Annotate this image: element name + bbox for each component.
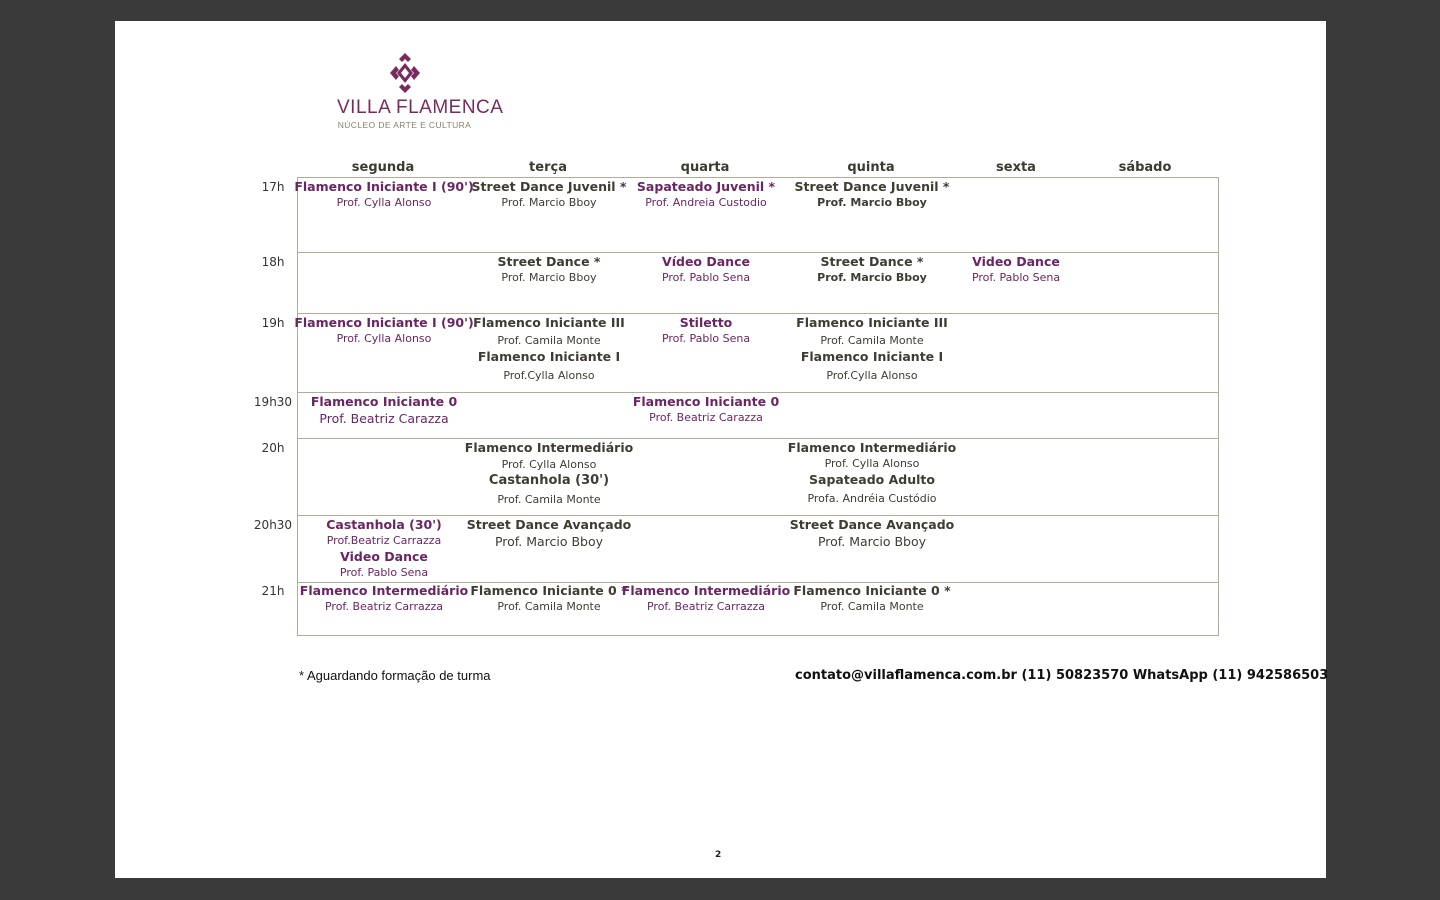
teacher-name: Prof. Cylla Alonso [501, 458, 597, 471]
class-slot [637, 179, 775, 211]
page-number: 2 [715, 850, 722, 860]
teacher-name: Prof. Cylla Alonso [336, 332, 432, 345]
logo [337, 51, 504, 141]
teacher-name: Prof. Camila Monte [820, 600, 924, 613]
class-slot [817, 254, 927, 286]
teacher-name: Prof. Marcio Bboy [817, 534, 927, 549]
class-name: Street Dance Juvenil * [794, 179, 950, 194]
time-19h: 19h [261, 316, 285, 330]
teacher-name: Prof. Marcio Bboy [817, 196, 927, 209]
class-slot [972, 254, 1060, 286]
teacher-name: Prof. Camila Monte [497, 493, 601, 506]
row-divider [298, 252, 1218, 253]
class-slot [633, 394, 779, 426]
class-name: Street Dance * [820, 254, 924, 269]
teacher-name: Prof. Marcio Bboy [501, 196, 597, 209]
class-slot [465, 440, 633, 508]
class-name: Flamenco Iniciante I (90') [294, 315, 474, 330]
day-segunda: segunda [351, 160, 415, 175]
footnote: * Aguardando formação de turma [299, 668, 491, 683]
time-18h: 18h [261, 255, 285, 269]
teacher-name: Prof. Andreia Custodio [645, 196, 767, 209]
class-slot [662, 315, 750, 347]
teacher-name: Prof. Pablo Sena [661, 271, 751, 284]
class-name: Street Dance Avançado [466, 517, 632, 532]
teacher-name: Prof. Beatriz Carrazza [646, 600, 766, 613]
class-name: Flamenco Iniciante I (90') [294, 179, 474, 194]
class-name: Flamenco Intermediário [464, 440, 634, 455]
class-name: Video Dance [972, 254, 1060, 269]
class-slot [662, 254, 750, 286]
class-slot [473, 315, 625, 384]
teacher-name: Prof. Marcio Bboy [817, 271, 927, 284]
teacher-name: Prof. Cylla Alonso [336, 196, 432, 209]
class-name: Flamenco Iniciante 0 [310, 394, 458, 409]
document-page [115, 21, 1329, 878]
class-slot [788, 440, 956, 507]
teacher-name: Profa. Andréia Custódio [807, 492, 937, 505]
brand-name: VILLA FLAMENCA [337, 97, 504, 118]
time-21h: 21h [261, 584, 285, 598]
day-quarta: quarta [680, 160, 730, 175]
class-name: Street Dance Juvenil * [471, 179, 627, 194]
teacher-name: Prof. Beatriz Carrazza [324, 600, 444, 613]
teacher-name: Prof. Camila Monte [497, 334, 601, 347]
class-name: Sapateado Adulto [809, 472, 935, 487]
class-slot [326, 517, 442, 581]
row-divider [298, 313, 1218, 314]
row-divider [298, 438, 1218, 439]
class-name: Flamenco Iniciante 0 [632, 394, 780, 409]
teacher-name: Prof. Marcio Bboy [494, 534, 604, 549]
class-slot [467, 517, 631, 550]
class-slot [622, 583, 790, 615]
teacher-name: Prof. Camila Monte [497, 600, 601, 613]
class-name: Flamenco Iniciante I [477, 349, 621, 364]
class-name: Street Dance * [497, 254, 601, 269]
class-slot [795, 179, 950, 211]
class-name: Flamenco Iniciante 0 * [793, 583, 951, 598]
class-name: Video Dance [340, 549, 428, 564]
teacher-name: Prof. Cylla Alonso [824, 457, 920, 470]
teacher-name: Prof. Marcio Bboy [501, 271, 597, 284]
class-slot [790, 517, 954, 550]
class-slot [294, 179, 473, 211]
day-quinta: quinta [847, 160, 895, 175]
class-name: Flamenco Iniciante III [796, 315, 948, 330]
contact-info: contato@villaflamenca.com.br (11) 50823570 WhatsApp (11) 942586503 [795, 668, 1329, 683]
class-slot [793, 583, 950, 615]
day-sabado: sábado [1118, 160, 1172, 175]
class-slot [311, 394, 457, 427]
schedule-table [294, 177, 1219, 636]
teacher-name: Prof.Beatriz Carrazza [326, 534, 442, 547]
class-name: Castanhola (30') [326, 517, 442, 532]
teacher-name: Prof. Beatriz Carazza [649, 411, 763, 424]
brand-tagline: NÚCLEO DE ARTE E CULTURA [337, 120, 472, 130]
teacher-name: Prof. Camila Monte [820, 334, 924, 347]
class-name: Castanhola (30') [488, 473, 610, 488]
class-slot [300, 583, 468, 615]
flamenco-emblem-icon [387, 51, 423, 95]
time-17h: 17h [261, 180, 285, 194]
day-sexta: sexta [996, 160, 1036, 175]
teacher-name: Prof.Cylla Alonso [826, 369, 918, 382]
class-slot [294, 315, 473, 347]
time-19h30: 19h30 [253, 395, 293, 409]
class-name: Flamenco Intermediário [299, 583, 469, 598]
class-name: Flamenco Iniciante 0 * [470, 583, 628, 598]
time-20h: 20h [261, 441, 285, 455]
class-name: Stiletto [679, 315, 733, 330]
class-name: Sapateado Juvenil * [636, 179, 776, 194]
class-slot [472, 179, 627, 211]
class-name: Flamenco Intermediário [621, 583, 791, 598]
class-name: Flamenco Intermediário [787, 440, 957, 455]
class-slot [796, 315, 948, 384]
row-divider [298, 515, 1218, 516]
class-slot [498, 254, 601, 286]
row-divider [298, 392, 1218, 393]
teacher-name: Prof. Pablo Sena [339, 566, 429, 579]
class-name: Flamenco Iniciante I [800, 349, 944, 364]
day-header [115, 160, 1326, 176]
teacher-name: Prof.Cylla Alonso [503, 369, 595, 382]
class-slot [470, 583, 627, 615]
time-20h30: 20h30 [253, 518, 293, 532]
teacher-name: Prof. Beatriz Carazza [319, 411, 449, 426]
class-name: Flamenco Iniciante III [473, 315, 625, 330]
teacher-name: Prof. Pablo Sena [971, 271, 1061, 284]
day-terca: terça [529, 160, 567, 175]
teacher-name: Prof. Pablo Sena [661, 332, 751, 345]
class-name: Street Dance Avançado [789, 517, 955, 532]
class-name: Vídeo Dance [662, 254, 750, 269]
